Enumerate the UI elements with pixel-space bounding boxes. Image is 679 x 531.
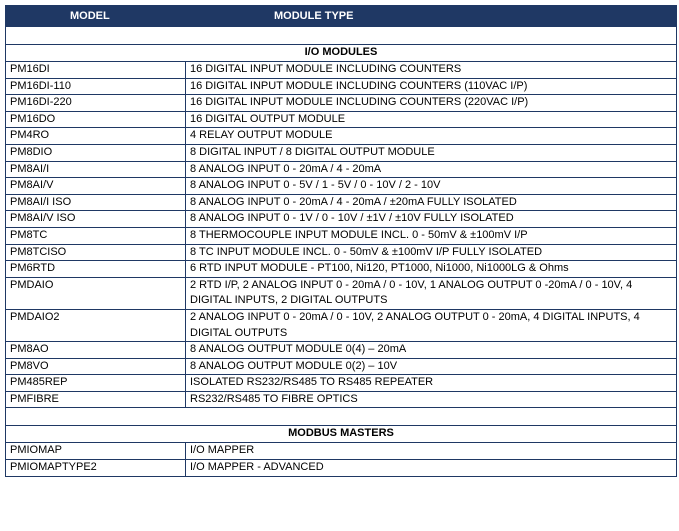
- model-cell: PM6RTD: [6, 261, 186, 278]
- section-header-row: [6, 426, 677, 443]
- module-type-cell: RS232/RS485 TO FIBRE OPTICS: [186, 391, 677, 408]
- module-type-cell: I/O MAPPER - ADVANCED: [186, 460, 677, 477]
- table-row: [6, 358, 677, 375]
- model-cell: PM8AO: [6, 342, 186, 359]
- table-row: [6, 261, 677, 278]
- spacer-row: [6, 27, 677, 45]
- table-row: [6, 244, 677, 261]
- module-type-cell: I/O MAPPER: [186, 443, 677, 460]
- module-type-cell: 8 ANALOG OUTPUT MODULE 0(4) – 20mA: [186, 342, 677, 359]
- module-type-cell: 8 ANALOG INPUT 0 - 20mA / 4 - 20mA: [186, 161, 677, 178]
- spacer-row: [6, 408, 677, 426]
- table-row: [6, 161, 677, 178]
- table-row: [6, 227, 677, 244]
- model-cell: PM16DO: [6, 111, 186, 128]
- module-type-cell: 8 ANALOG INPUT 0 - 5V / 1 - 5V / 0 - 10V / 2 - 10V: [186, 178, 677, 195]
- module-type-cell: 16 DIGITAL OUTPUT MODULE: [186, 111, 677, 128]
- model-cell: PM16DI-220: [6, 95, 186, 112]
- spacer-cell: [6, 27, 677, 45]
- module-type-cell: 2 RTD I/P, 2 ANALOG INPUT 0 - 20mA / 0 - 10V, 1 ANALOG OUTPUT 0 -20mA / 0 - 10V, 4 DIGITAL INPUTS, 2 DIGITAL OUTPUTS: [186, 277, 677, 309]
- header-model: MODEL: [6, 6, 186, 27]
- module-type-cell: 8 DIGITAL INPUT / 8 DIGITAL OUTPUT MODULE: [186, 144, 677, 161]
- model-cell: PM8TC: [6, 227, 186, 244]
- table-row: [6, 342, 677, 359]
- module-type-cell: 2 ANALOG INPUT 0 - 20mA / 0 - 10V, 2 ANALOG OUTPUT 0 - 20mA, 4 DIGITAL INPUTS, 4 DIGITAL OUTPUTS: [186, 309, 677, 341]
- table-row: [6, 95, 677, 112]
- section-header-row: [6, 45, 677, 62]
- model-cell: PM8AI/V ISO: [6, 211, 186, 228]
- module-type-cell: 6 RTD INPUT MODULE - PT100, Ni120, PT1000, Ni1000, Ni1000LG & Ohms: [186, 261, 677, 278]
- module-type-cell: 16 DIGITAL INPUT MODULE INCLUDING COUNTERS (110VAC I/P): [186, 78, 677, 95]
- model-cell: PMIOMAP: [6, 443, 186, 460]
- model-cell: PMIOMAPTYPE2: [6, 460, 186, 477]
- module-type-cell: 8 ANALOG INPUT 0 - 1V / 0 - 10V / ±1V / ±10V FULLY ISOLATED: [186, 211, 677, 228]
- table-row: [6, 194, 677, 211]
- header-module-type: MODULE TYPE: [186, 6, 677, 27]
- model-cell: PM8TCISO: [6, 244, 186, 261]
- table-row: [6, 460, 677, 477]
- module-type-cell: 16 DIGITAL INPUT MODULE INCLUDING COUNTERS: [186, 62, 677, 79]
- table-row: [6, 78, 677, 95]
- model-cell: PM8AI/I: [6, 161, 186, 178]
- model-cell: PM8DIO: [6, 144, 186, 161]
- module-type-cell: 8 ANALOG OUTPUT MODULE 0(2) – 10V: [186, 358, 677, 375]
- module-table: [5, 5, 677, 477]
- table-row: [6, 391, 677, 408]
- model-cell: PM16DI-110: [6, 78, 186, 95]
- module-type-cell: 8 TC INPUT MODULE INCL. 0 - 50mV & ±100mV I/P FULLY ISOLATED: [186, 244, 677, 261]
- table-row: [6, 443, 677, 460]
- model-cell: PMFIBRE: [6, 391, 186, 408]
- model-cell: PM8AI/I ISO: [6, 194, 186, 211]
- section-title: I/O MODULES: [6, 45, 677, 62]
- table-row: [6, 375, 677, 392]
- model-cell: PM8VO: [6, 358, 186, 375]
- table-row: [6, 111, 677, 128]
- table-row: [6, 309, 677, 341]
- model-cell: PMDAIO2: [6, 309, 186, 341]
- table-row: [6, 277, 677, 309]
- model-cell: PM8AI/V: [6, 178, 186, 195]
- model-cell: PMDAIO: [6, 277, 186, 309]
- model-cell: PM485REP: [6, 375, 186, 392]
- module-type-cell: 16 DIGITAL INPUT MODULE INCLUDING COUNTERS (220VAC I/P): [186, 95, 677, 112]
- table-row: [6, 144, 677, 161]
- table-body: [6, 27, 677, 477]
- module-type-cell: ISOLATED RS232/RS485 TO RS485 REPEATER: [186, 375, 677, 392]
- module-type-cell: 8 THERMOCOUPLE INPUT MODULE INCL. 0 - 50mV & ±100mV I/P: [186, 227, 677, 244]
- section-title: MODBUS MASTERS: [6, 426, 677, 443]
- table-row: [6, 211, 677, 228]
- model-cell: PM16DI: [6, 62, 186, 79]
- table-row: [6, 178, 677, 195]
- module-type-cell: 8 ANALOG INPUT 0 - 20mA / 4 - 20mA / ±20mA FULLY ISOLATED: [186, 194, 677, 211]
- spacer-cell: [6, 408, 677, 426]
- table-header-row: [6, 6, 677, 27]
- model-cell: PM4RO: [6, 128, 186, 145]
- module-type-cell: 4 RELAY OUTPUT MODULE: [186, 128, 677, 145]
- table-row: [6, 128, 677, 145]
- table-row: [6, 62, 677, 79]
